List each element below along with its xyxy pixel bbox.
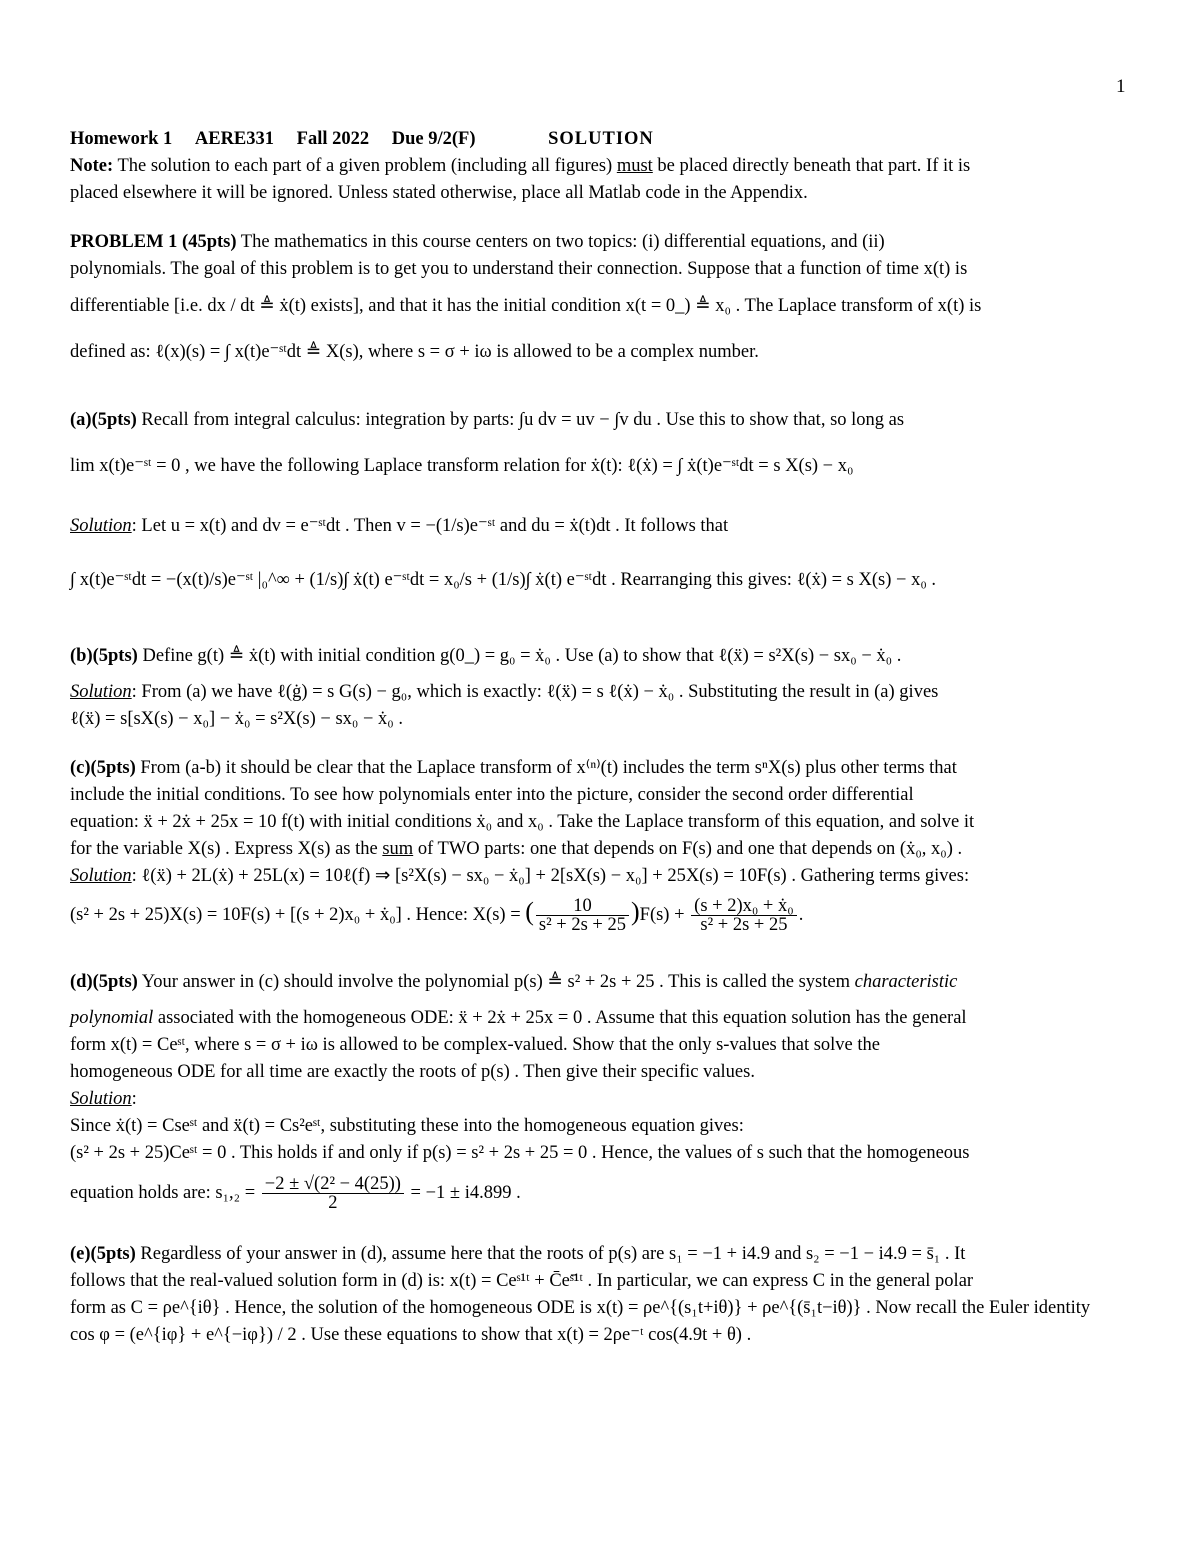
part-d-colon: : — [131, 1089, 137, 1109]
part-a-label: (a)(5pts) — [70, 410, 137, 430]
part-e-label: (e)(5pts) — [70, 1244, 136, 1264]
part-c-line-2: include the initial conditions. To see how polynomials enter into the picture, consider the second order differential — [70, 785, 914, 805]
part-c-sol-text: : ℓ(ẍ) + 2L(ẋ) + 25L(x) = 10ℓ(f) ⇒ [s²X(s) − sx₀ − ẋ₀] + 2[sX(s) − x₀] + 25X(s) = 10F(s) . Gathering terms gives: — [131, 866, 970, 886]
part-a-solution-2: ∫ x(t)e⁻ˢᵗdt = −(x(t)/s)e⁻ˢᵗ |₀^∞ + (1/s)∫ ẋ(t) e⁻ˢᵗdt = x₀/s + (1/s)∫ ẋ(t) e⁻ˢᵗdt . Rearranging this gives: ℓ(ẋ) = s X(s) − x₀ . — [70, 570, 937, 590]
part-e-line-3: form as C = ρe^{iθ} . Hence, the solution of the homogeneous ODE is x(t) = ρe^{(s₁t+iθ)} + ρe^{(s̄₁t−iθ)} . Now recall the Euler identity — [70, 1298, 1091, 1318]
part-d-text: Your answer in (c) should involve the polynomial p(s) ≜ s² + 2s + 25 . This is called the system — [137, 972, 855, 992]
part-c-line-4 — [70, 836, 1130, 863]
fraction-2-num: (s + 2)x₀ + ẋ₀ — [691, 897, 797, 916]
part-a-line-2: lim x(t)e⁻ˢᵗ = 0 , we have the following Laplace transform relation for ẋ(t): ℓ(ẋ) = ∫ ẋ(t)e⁻ˢᵗdt = s X(s) − x₀ — [70, 456, 854, 476]
term: Fall 2022 — [296, 129, 370, 149]
part-e-text: Regardless of your answer in (d), assume here that the roots of p(s) are s₁ = −1 + i4.9 and s₂ = −1 − i4.9 = s̄₁ . It — [135, 1244, 966, 1264]
roots-fraction-num: −2 ± √(2² − 4(25)) — [262, 1175, 404, 1194]
note-must: must — [616, 156, 653, 176]
part-d-sol-3b: = −1 ± i4.899 . — [405, 1183, 521, 1203]
document-body — [70, 126, 1130, 1349]
part-c-text-4a: for the variable X(s) . Express X(s) as the — [70, 839, 383, 859]
part-c-line-3: equation: ẍ + 2ẋ + 25x = 10 f(t) with initial conditions ẋ₀ and x₀ . Take the Laplace transform of this equation, and solve it — [70, 812, 975, 832]
part-a-text: Recall from integral calculus: integration by parts: ∫u dv = uv − ∫v du . Use this to show that, so long as — [136, 410, 905, 430]
part-c-text: From (a-b) it should be clear that the Laplace transform of x⁽ⁿ⁾(t) includes the term sⁿX(s) plus other terms that — [135, 758, 957, 778]
part-b-solution-2: ℓ(ẍ) = s[sX(s) − x₀] − ẋ₀ = s²X(s) − sx₀ − ẋ₀ . — [70, 709, 404, 729]
fraction-2-den: s² + 2s + 25 — [700, 915, 788, 936]
part-d-line-1 — [70, 959, 1130, 1005]
hw-label: Homework 1 — [70, 129, 173, 149]
part-c-label: (c)(5pts) — [70, 758, 136, 778]
part-e-line-4: cos φ = (e^{iφ} + e^{−iφ}) / 2 . Use these equations to show that x(t) = 2ρe⁻ᵗ cos(4.9t + θ) . — [70, 1325, 752, 1345]
part-d-solution-3 — [70, 1167, 1130, 1219]
course-code: AERE331 — [194, 129, 275, 149]
homework-title — [70, 126, 1130, 153]
part-c-sol-end: . — [798, 905, 804, 925]
problem1-label: PROBLEM 1 (45pts) — [70, 232, 237, 252]
part-d-line-4: homogeneous ODE for all time are exactly the roots of p(s) . Then give their specific values. — [70, 1062, 755, 1082]
part-d-line-2 — [70, 1005, 1130, 1032]
part-b-text: Define g(t) ≜ ẋ(t) with initial condition g(0_) = g₀ = ẋ₀ . Use (a) to show that ℓ(ẍ) = s²X(s) − sx₀ − ẋ₀ . — [137, 646, 902, 666]
part-c-solution-2: (s² + 2s + 25)X(s) = 10F(s) + [(s + 2)x₀ + ẋ₀] . Hence: X(s) = ( $\frac{10}{\text{s² + 2s + 25}}$ )F(s) + $\frac{\text{(s + 2)x₀ + ẋ₀}}{\text{s² + 2s + 25}}$ . — [70, 896, 804, 936]
due-date: Due 9/2(F) — [391, 129, 476, 149]
part-d-italic: characteristic — [854, 972, 958, 992]
part-c-sol-2a: (s² + 2s + 25)X(s) = 10F(s) + [(s + 2)x₀ + ẋ₀] . Hence: X(s) = — [70, 905, 526, 925]
part-c-text-4b: of TWO parts: one that depends on F(s) and one that depends on (ẋ₀, x₀) . — [413, 839, 963, 859]
part-d-label: (d)(5pts) — [70, 972, 138, 992]
problem1-line-1 — [70, 229, 1130, 256]
part-e-line-2: follows that the real-valued solution form in (d) is: x(t) = Ceˢ¹ᵗ + C̄eˢ̄¹ᵗ . In particular, we can express C in the general polar — [70, 1271, 974, 1291]
part-d-solution-1: Since ẋ(t) = Cseˢᵗ and ẍ(t) = Cs²eˢᵗ, substituting these into the homogeneous equation gives: — [70, 1116, 744, 1136]
roots-fraction-den: 2 — [328, 1193, 338, 1214]
note-text: The solution to each part of a given problem (including all figures) — [113, 156, 617, 176]
fraction-1-num: 10 — [536, 897, 629, 916]
fraction-1 — [536, 897, 629, 934]
part-d-italic-2: polynomial — [70, 1008, 154, 1028]
fraction-1-den: s² + 2s + 25 — [538, 915, 626, 936]
note-text-2: be placed directly beneath that part. If it is — [652, 156, 971, 176]
part-c-line-1 — [70, 755, 1130, 782]
solution-label: Solution — [70, 516, 132, 536]
fraction-2 — [691, 897, 797, 934]
part-e-line-1 — [70, 1241, 1130, 1268]
part-b-sol-text: : From (a) we have ℓ(ġ) = s G(s) − g₀, which is exactly: ℓ(ẍ) = s ℓ(ẋ) − ẋ₀ . Substituting the result in (a) gives — [131, 682, 939, 702]
part-c-solution-1 — [70, 863, 1130, 890]
note-line-1 — [70, 153, 1130, 180]
part-c-sum: sum — [382, 839, 414, 859]
part-d-solution-2: (s² + 2s + 25)Ceˢᵗ = 0 . This holds if and only if p(s) = s² + 2s + 25 = 0 . Hence, the values of s such that the homogeneous — [70, 1143, 970, 1163]
page-number: 1 — [1116, 76, 1126, 97]
part-d-line-3: form x(t) = Ceˢᵗ, where s = σ + iω is allowed to be complex-valued. Show that the only s-values that solve the — [70, 1035, 880, 1055]
part-a-sol-text: : Let u = x(t) and dv = e⁻ˢᵗdt . Then v = −(1/s)e⁻ˢᵗ and du = ẋ(t)dt . It follows that — [131, 516, 729, 536]
solution-label: Solution — [70, 866, 132, 886]
part-d-sol-3a: equation holds are: s₁,₂ = — [70, 1183, 260, 1203]
problem1-text: The mathematics in this course centers on two topics: (i) differential equations, and (ii) — [236, 232, 885, 252]
solution-label: Solution — [70, 1089, 132, 1109]
part-b-line-1 — [70, 633, 1130, 679]
part-d-solution-label — [70, 1086, 1130, 1113]
part-a-solution-1 — [70, 503, 1130, 549]
part-b-solution-1 — [70, 679, 1130, 706]
part-d-text-2: associated with the homogeneous ODE: ẍ + 2ẋ + 25x = 0 . Assume that this equation solution has the general — [153, 1008, 967, 1028]
note-line-2: placed elsewhere it will be ignored. Unless stated otherwise, place all Matlab code in the Appendix. — [70, 183, 808, 203]
problem1-line-4: defined as: ℓ(x)(s) = ∫ x(t)e⁻ˢᵗdt ≜ X(s), where s = σ + iω is allowed to be a complex number. — [70, 342, 759, 362]
part-a-line-1 — [70, 397, 1130, 443]
part-b-label: (b)(5pts) — [70, 646, 138, 666]
note-label: Note: — [70, 156, 114, 176]
part-c-sol-mid: F(s) + — [639, 905, 685, 925]
problem1-line-3: differentiable [i.e. dx / dt ≜ ẋ(t) exists], and that it has the initial condition x(t = 0_) ≜ x₀ . The Laplace transform of x(t) is — [70, 296, 982, 316]
problem1-line-2: polynomials. The goal of this problem is to get you to understand their connection. Suppose that a function of time x(t) is — [70, 259, 968, 279]
solution-heading: SOLUTION — [548, 129, 654, 149]
solution-label: Solution — [70, 682, 132, 702]
roots-fraction — [262, 1175, 404, 1212]
